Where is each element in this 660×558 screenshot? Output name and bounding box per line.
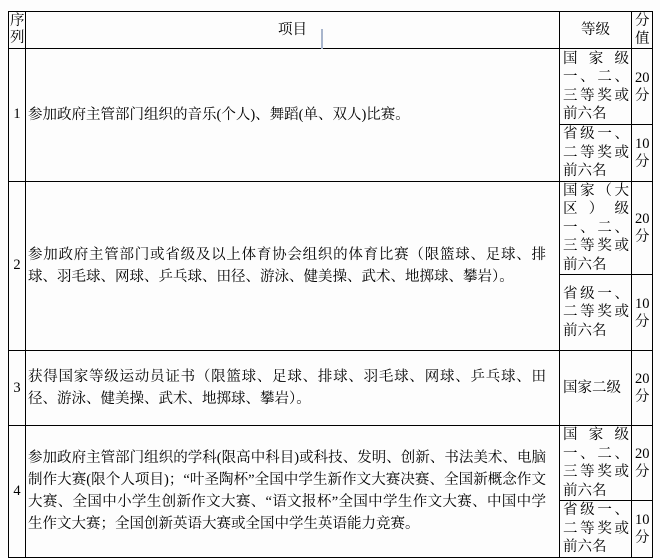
row1-score-provincial[interactable]: 10分 [632,125,653,182]
row4-sequence[interactable]: 4 [9,426,26,558]
table-header-row [9,12,653,49]
row3-item-text[interactable]: 获得国家等级运动员证书（限篮球、足球、排球、羽毛球、网球、乒乓球、田径、游泳、健美操、武术、地掷球、攀岩）。 [26,351,560,426]
row2-grade-national[interactable]: 国家（大区）级一、二、三等奖或前六名 [560,181,632,275]
table-row [9,181,653,275]
table-row [9,426,653,501]
column-header-sequence[interactable]: 序列 [9,12,26,49]
row2-score-national[interactable]: 20分 [632,181,653,275]
column-header-score[interactable]: 分值 [632,12,653,49]
table-row [9,49,653,125]
row3-sequence[interactable]: 3 [9,351,26,426]
row1-item-text[interactable]: 参加政府主管部门组织的音乐(个人)、舞蹈(单、双人)比赛。 [26,49,560,182]
column-header-grade[interactable]: 等级 [560,12,632,49]
column-header-item[interactable] [26,12,560,49]
row1-sequence[interactable]: 1 [9,49,26,182]
row4-grade-provincial[interactable]: 省级一、二等奖或前六名 [560,501,632,558]
row4-grade-national[interactable]: 国家级一、二、三等奖或前六名 [560,426,632,501]
document-page [8,11,653,555]
text-cursor [321,29,323,49]
column-header-item-label: 项目 [278,22,307,38]
row2-sequence[interactable]: 2 [9,181,26,351]
table-row [9,351,653,426]
row1-grade-national[interactable]: 国家级一、二、三等奖或前六名 [560,49,632,125]
row1-grade-provincial[interactable]: 省级一、二等奖或前六名 [560,125,632,182]
row2-score-provincial[interactable]: 10分 [632,275,653,351]
row4-item-text[interactable]: 参加政府主管部门组织的学科(限高中科目)或科技、发明、创新、书法美术、电脑制作大赛(限个人项目)；“叶圣陶杯”全国中学生新作文大赛决赛、全国新概念作文大赛、全国中小学生创新作文大赛、“语文报杯”全国中学生作文大赛、中国中学生作文大赛；全国创新英语大赛或全国中学生英语能力竞赛。 [26,426,560,558]
row1-score-national[interactable]: 20分 [632,49,653,125]
row4-score-national[interactable]: 20分 [632,426,653,501]
score-criteria-table [8,11,653,558]
row2-item-text[interactable]: 参加政府主管部门或省级及以上体育协会组织的体育比赛（限篮球、足球、排球、羽毛球、网球、乒乓球、田径、游泳、健美操、武术、地掷球、攀岩）。 [26,181,560,351]
row2-grade-provincial[interactable]: 省级一、二等奖或前六名 [560,275,632,351]
row3-score[interactable]: 20分 [632,351,653,426]
row4-score-provincial[interactable]: 10分 [632,501,653,558]
row3-grade-national-level2[interactable]: 国家二级 [560,351,632,426]
